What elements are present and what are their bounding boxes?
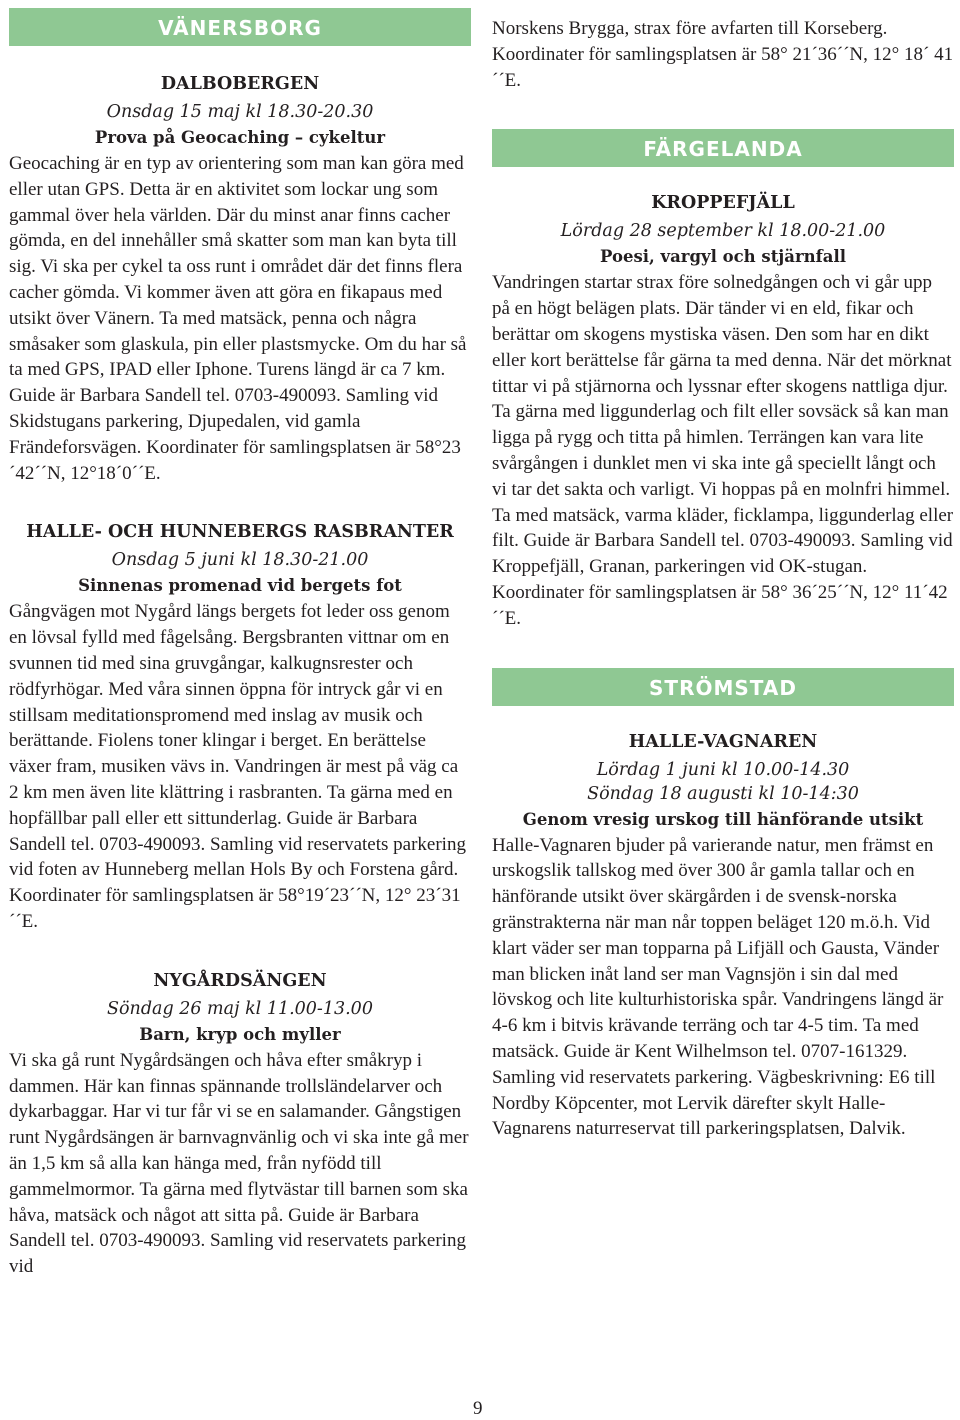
continued-text: Norskens Brygga, strax före avfarten till Korseberg. Koordinater för samlingsplatsen är 58° 21´36´´N, 12° 18´ 41´´E. (492, 18, 954, 91)
section-date: Lördag 28 september kl 18.00-21.00 (560, 221, 886, 242)
section-body: Vi ska gå runt Nygårdsängen och håva efter småkryp i dammen. Här kan finnas spännande trollsländelarver och dykarbaggar. Har vi tur får vi se en salamander. Gångstigen runt Nygårdsängen är barnvagnvänlig och vi ska inte gå mer än 1,5 km så alla kan hänga med, från nyfödd till gammelmormor. Ta gärna med flytvästar till barnen som ska håva, matsäck och något att sitta på. Guide är Barbara Sandell tel. 0703-490093. Samling vid reservatets parkering vid (9, 1049, 469, 1278)
section-body: Halle-Vagnaren bjuder på varierande natur, men främst en urskogslik tallskog med över 300 år gamla tallar och en hänförande utsikt över skärgården i de svensk-norska gränstrakterna när man når toppen beläget 120 m.ö.h. Vid klart väder ser man topparna på Lifjäll och Gausta, Vänder man blicken inåt land ser man Vagnsjön i sin dal med lövskog och lite kulturhistoriska spår. Vandringens längd är 4-6 km i bitvis krävande terräng och tar 4-5 tim. Ta med matsäck. Guide är Kent Wilhelmson tel. 0707-161329. Samling vid reservatets parkering. Vägbeskrivning: E6 till Nordby Köpcenter, mot Lervik därefter skylt Halle-Vagnarens naturreservat till parkeringsplatsen, Dalvik. (492, 834, 944, 1140)
section-place-halle-vagnaren: HALLE-VAGNAREN (628, 731, 818, 752)
region-banner-vanersborg: VÄNERSBORG (9, 8, 471, 46)
section-place-nygardsangen: NYGÅRDSÄNGEN (153, 970, 327, 991)
section-title: Genom vresig urskog till hänförande utsikt (522, 809, 924, 829)
region-banner-stromstad: STRÖMSTAD (492, 668, 954, 706)
right-column (492, 0, 954, 1142)
section-body: Vandringen startar strax före solnedgången och vi går upp på en högt belägen plats. Där tänder vi en eld, fikar och berättar om skogens mystiska väsen. Den som har en dikt eller kort berättelse får gärna ta med denna. När det mörknat tittar vi på stjärnorna och lyssnar efter skogens nattliga djur. Ta gärna med liggunderlag och filt eller sovsäck så kan man ligga på rygg och titta på himlen. Terrängen kan vara lite svårgången i dunklet men vi ska inte gå speciellt långt och vi tar det sakta och varligt. Vi hoppas på en molnfri himmel. Ta med matsäck, varma kläder, ficklampa, liggunderlag eller filt. Guide är Barbara Sandell tel. 0703-490093. Samling vid Kroppefjäll, Granan, parkeringen vid OK-stugan. Koordinater för samlingsplatsen är 58° 36´25´´N, 12° 11´42´´E. (492, 272, 954, 629)
section-place-dalbobergen: DALBOBERGEN (160, 74, 320, 94)
section-date-1: Lördag 1 juni kl 10.00-14.30 (596, 759, 850, 780)
section-title: Prova på Geocaching – cykeltur (94, 128, 386, 147)
section-date: Söndag 26 maj kl 11.00-13.00 (107, 998, 373, 1019)
section-title: Sinnenas promenad vid bergets fot (78, 576, 402, 596)
section-date-2: Söndag 18 augusti kl 10-14:30 (587, 783, 859, 804)
page-number: 9 (473, 1398, 483, 1419)
section-date: Onsdag 5 juni kl 18.30-21.00 (111, 550, 369, 571)
region-banner-fargelanda: FÄRGELANDA (492, 129, 954, 167)
section-title: Poesi, vargyl och stjärnfall (599, 247, 846, 267)
section-date: Onsdag 15 maj kl 18.30-20.30 (106, 102, 374, 122)
left-column (9, 0, 471, 1280)
section-title: Barn, kryp och myller (139, 1024, 341, 1044)
section-body: Gångvägen mot Nygård längs bergets fot leder oss genom en lövsal fylld med fågelsång. Bergsbranten vittnar om en svunnen tid med sina gruvgångar, kalkugnsrester och rödfyrhögar. Med våra sinnen öppna för intryck går vi en stillsam meditationspromend med inslag av musik och berättande. Fiolens toner klingar i berget. En berättelse växer fram, musiken vävs in. Vandringen är mest på väg ca 2 km men även lite klättring i rasbranten. Ta gärna med en hopfällbar pall eller ett sittunderlag. Guide är Barbara Sandell tel. 0703-490093. Samling vid reservatets parkering vid foten av Hunneberg mellan Hols By och Forstena gård. Koordinater för samlingsplatsen är 58°19´23´´N, 12° 23´31´´E. (9, 601, 466, 932)
section-place-halle-hunneberg: HALLE- OCH HUNNEBERGS RASBRANTER (26, 522, 454, 543)
section-body: Geocaching är en typ av orientering som man kan göra med eller utan GPS. Detta är en aktivitet som lockar ung som gammal över hela världen. Där du minst anar finns cacher gömda, en del innehåller små skatter som man kan byta till sig. Vi ska per cykel ta oss runt i området där det finns flera cacher gömda. Vi kommer även att göra en fikapaus med utsikt över Vänern. Ta med matsäck, penna och några småsaker som glaskula, pin eller plastsmycke. Om du har så ta med GPS, IPAD eller Iphone. Turens längd är ca 7 km. Guide är Barbara Sandell tel. 0703-490093. Samling vid Skidstugans parkering, Djupedalen, vid gamla Frändeforsvägen. Koordinater för samlingsplatsen är 58°23´42´´N, 12°18´0´´E. (9, 153, 467, 484)
section-place-kroppefjall: KROPPEFJÄLL (651, 193, 795, 214)
